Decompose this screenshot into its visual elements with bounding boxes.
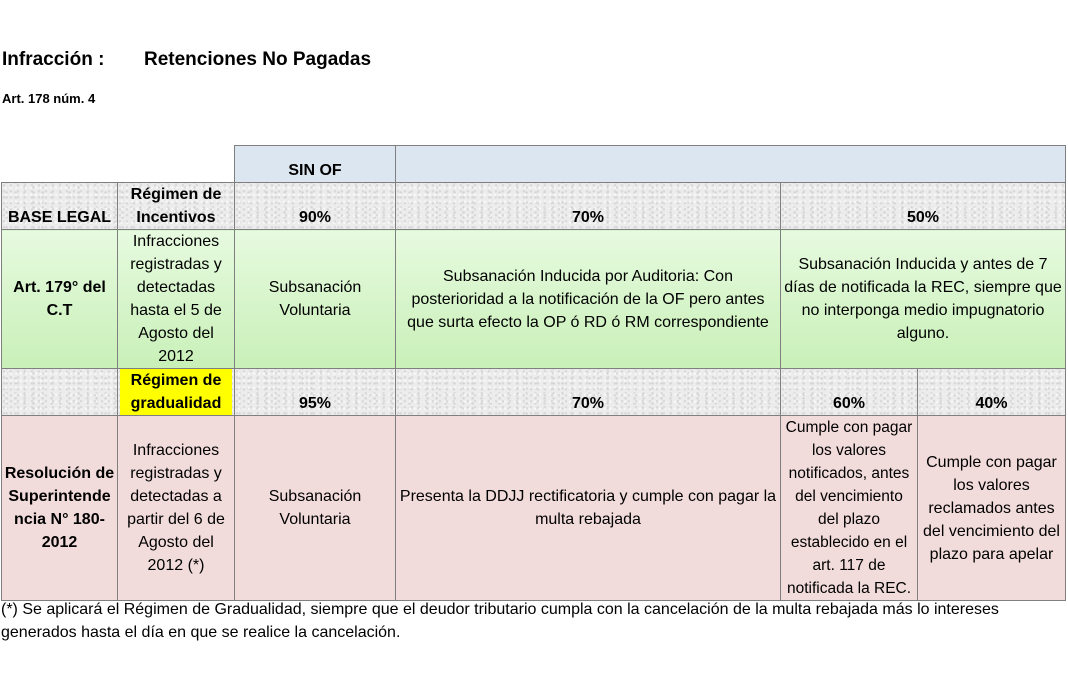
art179-label: Art. 179° del C.T — [2, 230, 118, 369]
infraction-label: Infracción : — [2, 49, 105, 70]
pct-40-cell: 40% — [918, 369, 1066, 416]
base-legal-header: BASE LEGAL — [2, 183, 118, 230]
pct-95-cell: 95% — [235, 369, 396, 416]
regimen-gradualidad-label: Régimen de gradualidad — [120, 369, 232, 415]
footnote: (*) Se aplicará el Régimen de Gradualidad, siempre que el deudor tributario cumpla con la cancelación de la multa rebajada más lo intereses generados hasta el día en que se realice la cancelación. — [1, 601, 999, 641]
empty-cell — [118, 146, 235, 183]
pct-70-cell: 70% — [396, 183, 781, 230]
infraction-heading — [2, 49, 371, 71]
resolucion-ddjj: Presenta la DDJJ rectificatoria y cumple con pagar la multa rebajada — [396, 416, 781, 601]
table-row-top — [2, 146, 1066, 183]
sin-of-header: SIN OF — [235, 146, 396, 183]
table-row-resolucion — [2, 416, 1066, 601]
empty-cell — [2, 369, 118, 416]
blank-header — [396, 146, 1066, 183]
resolucion-cumple-40: Cumple con pagar los valores reclamados antes del vencimiento del plazo para apelar — [918, 416, 1066, 601]
resolucion-cumple-60: Cumple con pagar los valores notificados, antes del vencimiento del plazo establecido en el art. 117 de notificada la REC. — [781, 416, 918, 601]
sanctions-table — [1, 145, 1066, 601]
resolucion-scope: Infracciones registradas y detectadas a partir del 6 de Agosto del 2012 (*) — [118, 416, 235, 601]
article-reference: Art. 178 núm. 4 — [2, 91, 96, 106]
regimen-gradualidad-cell — [118, 369, 235, 416]
art179-inducida-auditoria: Subsanación Inducida por Auditoria: Con posterioridad a la notificación de la OF pero antes que surta efecto la OP ó RD ó RM correspondiente — [396, 230, 781, 369]
art179-voluntaria: Subsanación Voluntaria — [235, 230, 396, 369]
regimen-incentivos-header: Régimen de Incentivos — [118, 183, 235, 230]
empty-cell — [2, 146, 118, 183]
infraction-name: Retenciones No Pagadas — [144, 49, 372, 70]
art179-inducida-rec: Subsanación Inducida y antes de 7 días de notificada la REC, siempre que no interponga medio impugnatorio alguno. — [781, 230, 1066, 369]
resolucion-label: Resolución de Superintende ncia N° 180-2012 — [2, 416, 118, 601]
art179-scope: Infracciones registradas y detectadas hasta el 5 de Agosto del 2012 — [118, 230, 235, 369]
pct-60-cell: 60% — [781, 369, 918, 416]
table-row-art179 — [2, 230, 1066, 369]
table-row-base-legal — [2, 183, 1066, 230]
pct-90-cell: 90% — [235, 183, 396, 230]
table-row-gradualidad — [2, 369, 1066, 416]
pct-70-gradualidad-cell: 70% — [396, 369, 781, 416]
resolucion-voluntaria: Subsanación Voluntaria — [235, 416, 396, 601]
pct-50-cell: 50% — [781, 183, 1066, 230]
